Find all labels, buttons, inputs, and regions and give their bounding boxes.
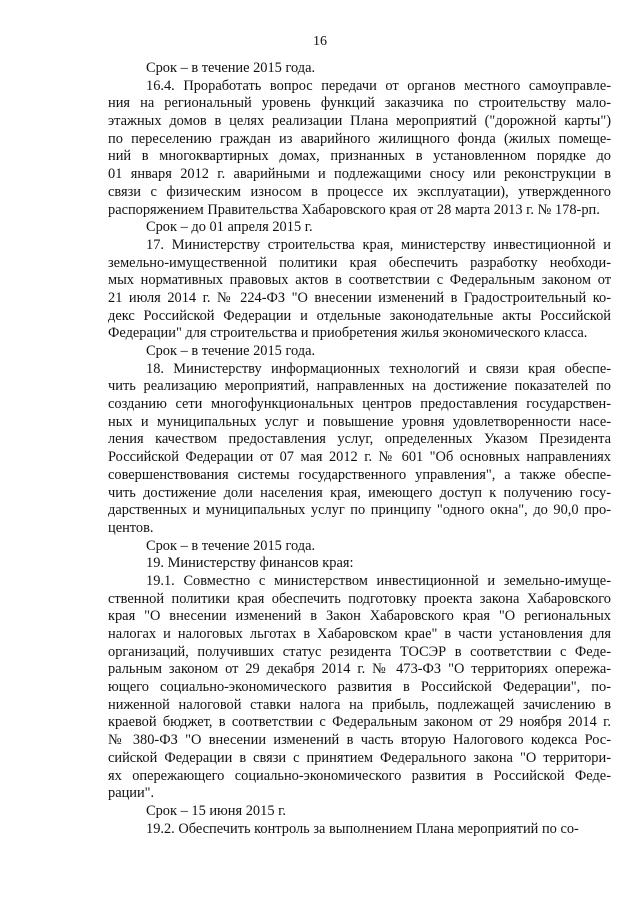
paragraph-deadline-2015-c — [108, 538, 611, 556]
text-line: № 380-ФЗ "О внесении изменений в часть вторую Налогового кодекса Рос- — [108, 732, 611, 749]
text-line: совершенствования системы государственного управления", а также обеспе- — [108, 466, 611, 483]
paragraph-item-18 — [108, 361, 611, 538]
text-line: декс Российской Федерации и отдельные законодательные акты Российской — [108, 307, 611, 324]
paragraph-deadline-june-2015 — [108, 803, 611, 821]
paragraph-item-19-2 — [108, 821, 611, 839]
paragraph-item-16-4 — [108, 78, 611, 220]
text-line: организаций, получивших статус резидента ТОСЭР в соответствии с Феде- — [108, 643, 611, 660]
text-line: Срок – в течение 2015 года. — [146, 343, 316, 359]
text-line: 19.2. Обеспечить контроль за выполнением Плана мероприятий по со- — [146, 820, 579, 837]
text-line: края "О внесении изменений в Закон Хабаровского края "О региональных — [108, 608, 611, 625]
paragraph-item-19-1 — [108, 573, 611, 803]
text-line: связи с физическим износом в процессе их эксплуатации), утвержденного — [108, 183, 611, 200]
text-line: чить реализацию мероприятий, направленных на достижение показателей по — [108, 378, 611, 395]
text-line: Российской Федерации от 07 мая 2012 г. № 601 "Об основных направлениях — [108, 449, 611, 466]
text-line: ниженной налоговой ставки налога на прибыль, подлежащей зачислению в — [108, 696, 611, 713]
text-line: краевой бюджет, в соответствии с Федеральным законом от 29 ноября 2014 г. — [108, 714, 611, 731]
text-line: ных и муниципальных услуг и повышение уровня удовлетворенности насе- — [108, 413, 611, 430]
text-line: центов. — [108, 519, 154, 536]
text-line: созданию сети многофункциональных центров предоставления государствен- — [108, 396, 611, 413]
paragraph-deadline-april-2015 — [108, 219, 611, 237]
text-line: 17. Министерству строительства края, министерству инвестиционной и — [146, 236, 611, 253]
text-line: ющего социально-экономического развития в Российской Федерации", по- — [108, 679, 611, 696]
text-line: 01 января 2012 г. аварийными и подлежащими сносу или реконструкции в — [108, 166, 611, 183]
text-line: ления качеством предоставления услуг, определенных Указом Президента — [108, 431, 611, 448]
paragraph-item-17 — [108, 237, 611, 343]
page-number: 16 — [313, 34, 327, 49]
text-line: ральным законом от 29 декабря 2014 г. № 473-ФЗ "О территориях опережа- — [108, 661, 611, 678]
text-line: 21 июля 2014 г. № 224-ФЗ "О внесении изменений в Градостроительный ко- — [108, 289, 611, 306]
text-line: Срок – до 01 апреля 2015 г. — [146, 219, 313, 236]
text-line: ний в многоквартирных домах, признанных в установленном порядке до — [108, 148, 611, 165]
text-line: сийской Федерации в связи с принятием Федерального закона "О территори- — [108, 749, 611, 766]
text-line: распоряжением Правительства Хабаровского края от 28 марта 2013 г. № 178-рп. — [108, 201, 600, 218]
text-line: 19. Министерству финансов края: — [146, 555, 354, 572]
text-line: по переселению граждан из аварийного жилищного фонда (жилых помеще- — [108, 130, 611, 147]
text-line: дарственных и муниципальных услуг по принципу "одного окна", до 90,0 про- — [108, 502, 611, 519]
text-line: ственной политики края обеспечить подготовку проекта закона Хабаровского — [108, 590, 611, 607]
text-line: Срок – 15 июня 2015 г. — [146, 802, 286, 819]
text-line: Срок – в течение 2015 года. — [146, 60, 316, 76]
text-line: налогах и налоговых льготах в Хабаровском крае" в части установления для — [108, 626, 611, 642]
text-line: земельно-имущественной политики края обеспечить разработку необходи- — [108, 254, 611, 271]
text-line: чить достижение доли населения края, имеющего доступ к получению госу- — [108, 484, 611, 501]
document-body — [108, 60, 611, 838]
paragraph-deadline-2015-b — [108, 343, 611, 361]
text-line: ния на региональный уровень функций заказчика по строительству мало- — [108, 95, 611, 112]
paragraph-item-19 — [108, 555, 611, 573]
text-line: Федерации" для строительства и приобретения жилья экономического класса. — [108, 325, 588, 342]
text-line: мых нормативных правовых актов в соответствии с Федеральным законом от — [108, 272, 611, 289]
paragraph-deadline-2015-a — [108, 60, 611, 78]
text-line: Срок – в течение 2015 года. — [146, 537, 316, 554]
text-line: ях опережающего социально-экономического развития в Российской Феде- — [108, 767, 611, 784]
text-line: рации". — [108, 785, 155, 802]
text-line: 16.4. Проработать вопрос передачи от органов местного самоуправле- — [146, 77, 611, 94]
text-line: этажных домов в целях реализации Плана мероприятий ("дорожной карты") — [108, 113, 611, 130]
text-line: 18. Министерству информационных технологий и связи края обеспе- — [146, 360, 611, 377]
text-line: 19.1. Совместно с министерством инвестиционной и земельно-имуще- — [146, 572, 611, 589]
